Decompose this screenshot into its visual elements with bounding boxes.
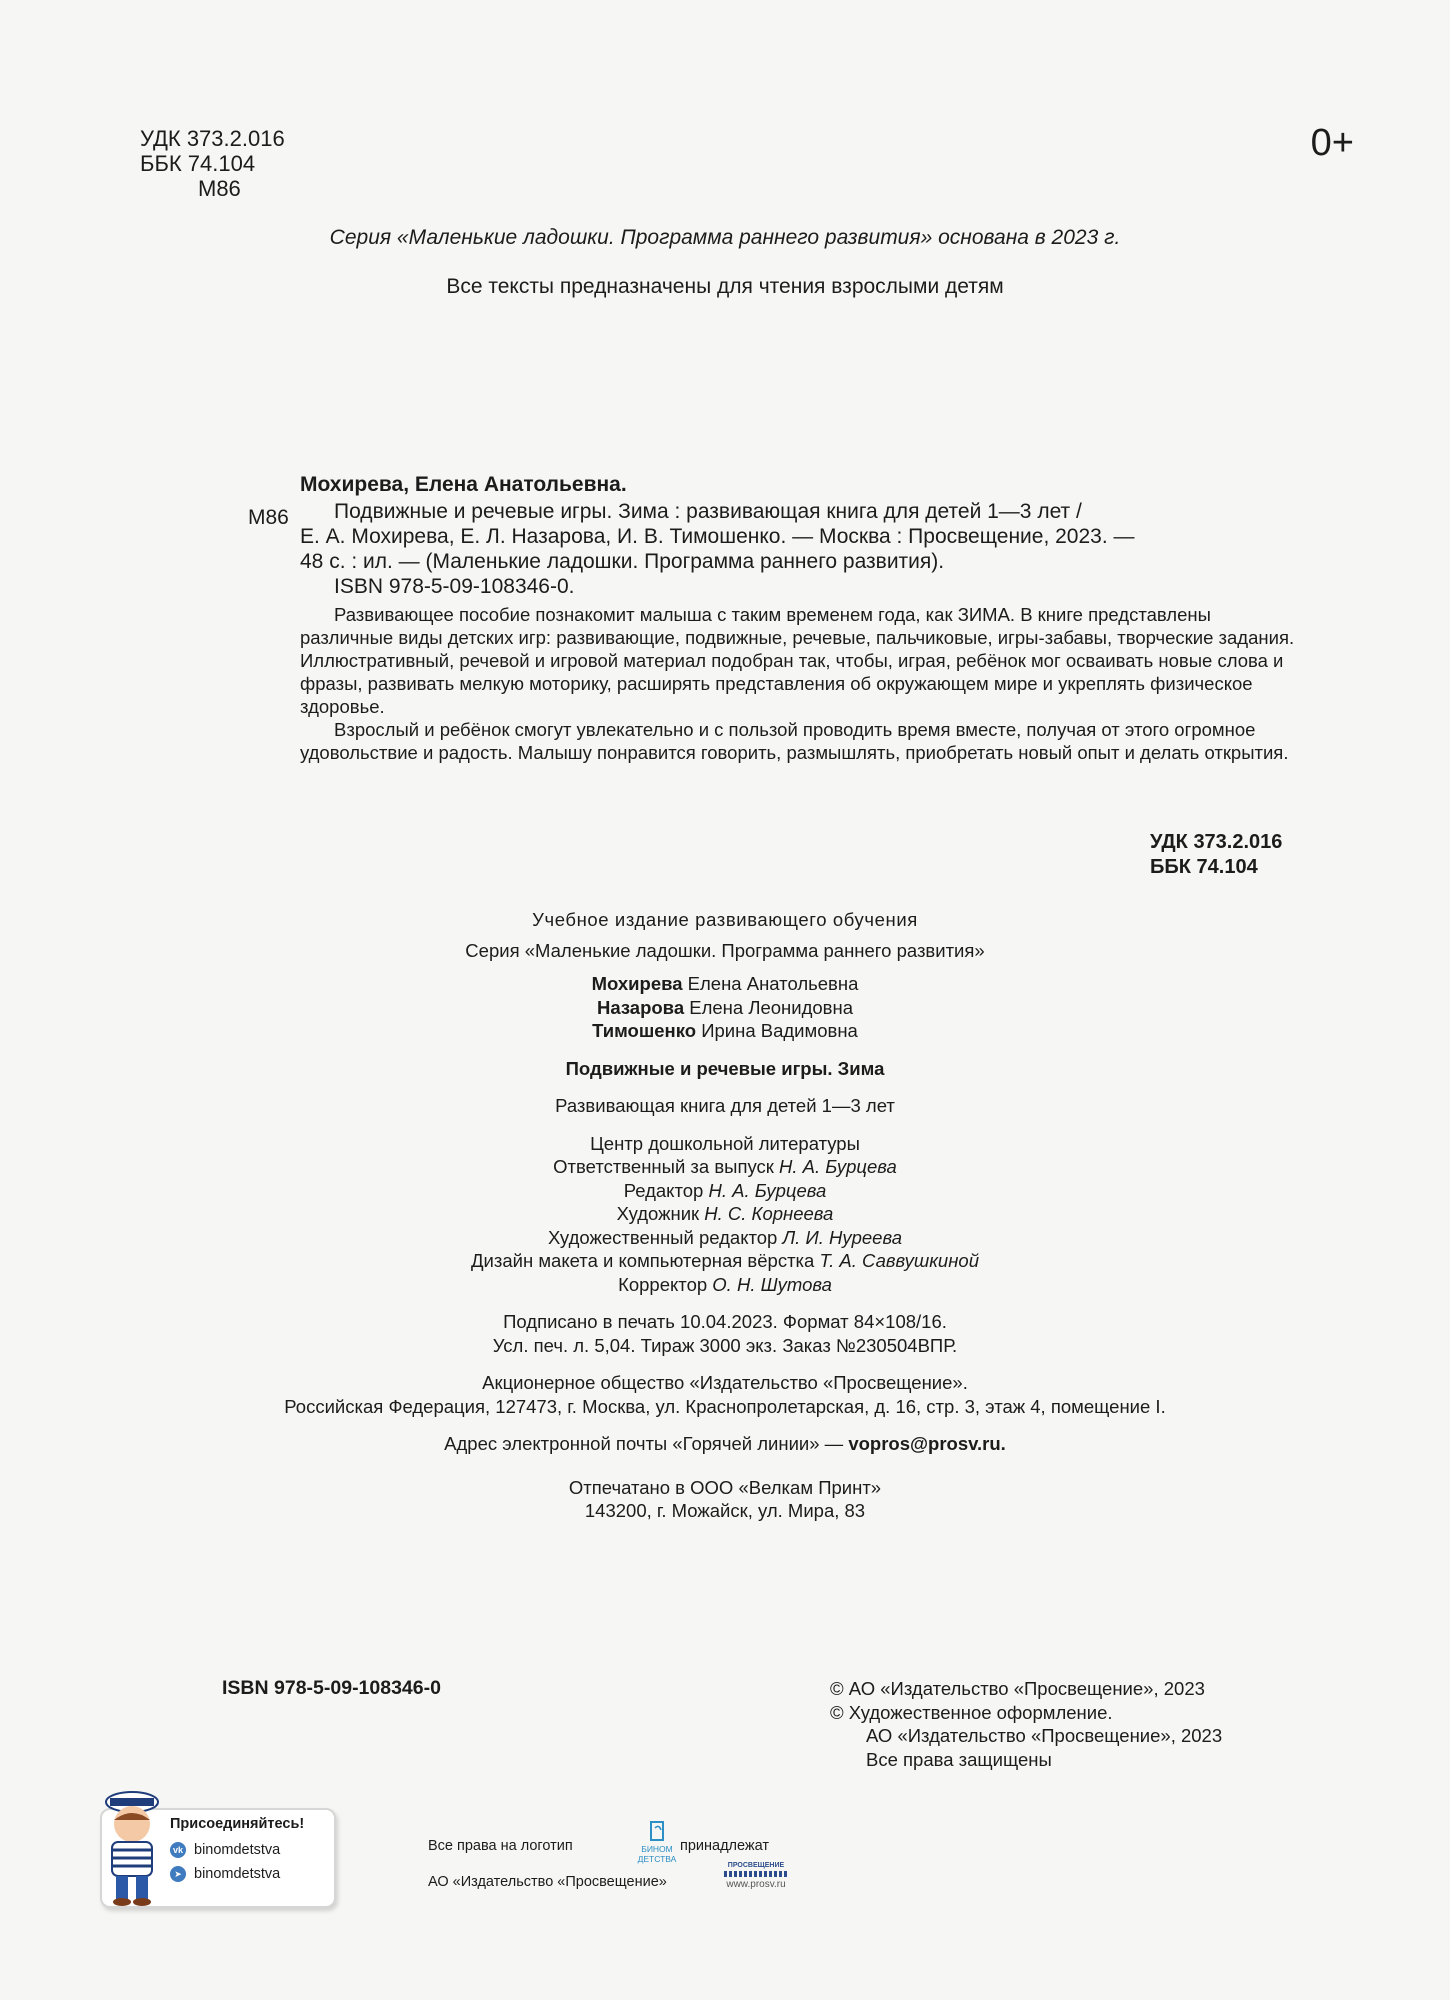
header-classification (140, 126, 285, 201)
biblio-bbk: ББК 74.104 (1150, 856, 1258, 878)
vk-icon: vk (170, 1842, 186, 1858)
copyright-line: Все права защищены (866, 1748, 1052, 1770)
imprint-series: Серия «Маленькие ладошки. Программа раннего развития» (465, 939, 985, 961)
imprint-author: Тимошенко Ирина Вадимовна (592, 1020, 858, 1041)
sailor-boy-illustration (92, 1780, 172, 1910)
binom-logo-text: БИНОМ ДЕТСТВА (637, 1844, 677, 1864)
publisher-address: Российская Федерация, 127473, г. Москва, ул. Краснопролетарская, д. 16, стр. 3, этаж 4, помещение I. (284, 1395, 1166, 1417)
imprint-center: Центр дошкольной литературы (590, 1132, 860, 1154)
social-vk[interactable] (170, 1842, 280, 1858)
udk-code: УДК 373.2.016 (140, 126, 285, 151)
biblio-classification (1150, 830, 1282, 880)
copyright-line: © АО «Издательство «Просвещение», 2023 (830, 1678, 1205, 1699)
reading-note: Все тексты предназначены для чтения взрослыми детям (446, 275, 1004, 298)
edition-type: Учебное издание развивающего обучения (532, 909, 918, 930)
age-rating: 0+ (1310, 122, 1354, 164)
biblio-isbn-wrap (300, 574, 1300, 599)
author-cipher: М86 (198, 176, 241, 201)
join-title: Присоединяйтесь! (170, 1816, 305, 1832)
biblio-cipher: М86 (248, 506, 289, 529)
biblio-line: Подвижные и речевые игры. Зима : развивающая книга для детей 1—3 лет / (334, 500, 1082, 523)
prosv-logo (716, 1862, 796, 1890)
biblio-udk: УДК 373.2.016 (1150, 831, 1283, 853)
bbk-code: ББК 74.104 (140, 151, 256, 176)
staff-line: Художник Н. С. Корнеева (616, 1203, 834, 1224)
print-run: Усл. печ. л. 5,04. Тираж 3000 экз. Заказ №230504ВПР. (492, 1334, 958, 1356)
copyright-line: АО «Издательство «Просвещение», 2023 (866, 1725, 1223, 1746)
copyright-line: © Художественное оформление. (830, 1701, 1113, 1723)
prosv-logo-text: ПРОСВЕЩЕНИЕ (727, 1862, 785, 1869)
printer-address: 143200, г. Можайск, ул. Мира, 83 (584, 1500, 866, 1521)
social-handle: binomdetstva (194, 1842, 281, 1858)
biblio-line: Е. А. Мохирева, Е. Л. Назарова, И. В. Тимошенко. — Москва : Просвещение, 2023. — (300, 525, 1135, 548)
imprint-subtitle: Развивающая книга для детей 1—3 лет (555, 1095, 895, 1116)
copyright-block (830, 1677, 1222, 1771)
staff-line: Ответственный за выпуск Н. А. Бурцева (553, 1156, 897, 1177)
print-signed: Подписано в печать 10.04.2023. Формат 84×108/16. (503, 1311, 947, 1332)
staff-line: Корректор О. Н. Шутова (618, 1273, 832, 1295)
staff-line: Художественный редактор Л. И. Нуреева (548, 1226, 902, 1248)
social-handle: binomdetstva (194, 1866, 281, 1882)
biblio-description (300, 499, 1300, 524)
logo-rights-owner: АО «Издательство «Просвещение» (428, 1874, 667, 1890)
biblio-isbn: ISBN 978-5-09-108346-0. (334, 575, 575, 598)
publisher: Акционерное общество «Издательство «Просвещение». (482, 1372, 968, 1393)
imprint-author: Мохирева Елена Анатольевна (591, 973, 859, 994)
logo-rights-pre: Все права на логотип (428, 1838, 573, 1854)
isbn-bottom: ISBN 978-5-09-108346-0 (222, 1677, 441, 1699)
printer: Отпечатано в ООО «Велкам Принт» (568, 1476, 882, 1498)
annotation (300, 603, 1300, 764)
logo-rights-post: принадлежат (680, 1838, 769, 1854)
series-note: Серия «Маленькие ладошки. Программа раннего развития» основана в 2023 г. (329, 226, 1121, 249)
annotation-paragraph: Взрослый и ребёнок смогут увлекательно и с пользой проводить время вместе, получая от этого огромное удовольствие и радость. Малышу понравится говорить, размышлять, приобретать новый опыт и делать открытия. (300, 719, 1289, 763)
prosv-url[interactable]: www.prosv.ru (726, 1879, 786, 1890)
imprint-title: Подвижные и речевые игры. Зима (565, 1057, 885, 1079)
telegram-icon: ➤ (170, 1866, 186, 1882)
biblio-line: 48 с. : ил. — (Маленькие ладошки. Программа раннего развития). (300, 550, 945, 573)
staff-line: Дизайн макета и компьютерная вёрстка Т. А. Саввушкиной (471, 1250, 979, 1271)
biblio-author: Мохирева, Елена Анатольевна. (300, 473, 627, 496)
imprint-block (0, 908, 1450, 1523)
hotline-email[interactable]: vopros@prosv.ru. (848, 1433, 1006, 1454)
social-telegram[interactable] (170, 1866, 280, 1882)
annotation-paragraph: Развивающее пособие познакомит малыша с таким временем года, как ЗИМА. В книге представлены различные виды детских игр: развивающие, подвижные, речевые, пальчиковые, игры-забавы, творческие задания. Иллюстративный, речевой и игровой материал подобран так, чтобы, играя, ребёнок мог осваивать новые слова и фразы, развивать мелкую моторику, расширять представления об окружающем мире и укреплять физическое здоровье. (300, 604, 1295, 717)
binom-logo-icon (645, 1820, 669, 1842)
hotline: Адрес электронной почты «Горячей линии» — vopros@prosv.ru. (444, 1433, 1006, 1454)
imprint-author: Назарова Елена Леонидовна (596, 996, 854, 1018)
bibliographic-record (248, 472, 1300, 764)
staff-line: Редактор Н. А. Бурцева (623, 1179, 827, 1201)
